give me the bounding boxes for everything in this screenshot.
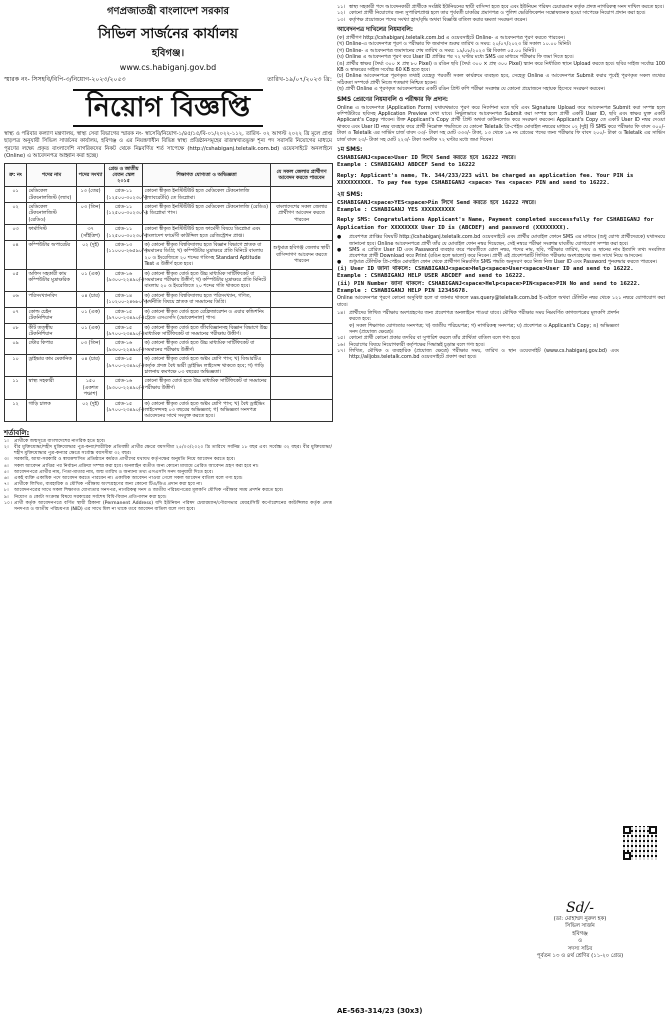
list-item [337, 17, 665, 23]
cell-qualification: ক) কোনো স্বীকৃত বোর্ড হতে অষ্টম শ্রেণি পাস; খ) বিআরটিএ কর্তৃক প্রদত্ত বৈধ ভারী ড্রাইভিং লাইসেন্স থাকতে হবে; গ) গাড়ি চালনায় কমপক্ষে ০৩ বছরের অভিজ্ঞতা। [143, 355, 271, 377]
cell-qualification: ক) কোনো স্বীকৃত বোর্ড হতে উচ্চ মাধ্যমিক সার্টিফিকেট বা সমমানের পরীক্ষায় উত্তীর্ণ। [143, 339, 271, 355]
item-text: নিয়োগের বিষয়ে নিয়োগকারী কর্তৃপক্ষের সিদ্ধান্তই চূড়ান্ত বলে গণ্য হবে। [349, 341, 485, 348]
cell-sl: ১২ [5, 399, 27, 421]
cell-district [271, 355, 333, 377]
cell-grade: গ্রেড-১১ (১২৫০০-৩০২৩০/-) [105, 203, 143, 225]
left-column [4, 4, 332, 513]
recover-pin: (ii) PIN Number জানা থাকলে: CSHABIGANJ<space>Help<space>PIN<space>PIN No and send to 16222. [337, 280, 641, 287]
signatory-note: পূর্বতন ১৩ ও ৪র্থ শ্রেণির (১১-২০ গ্রেড) [536, 953, 624, 960]
sms-paragraph: Online এ আবেদনপত্র (Application Form) যথাযথভাবে পূরণ করে নির্দেশনা মতে ছবি এবং Signature Upload করে আবেদনপত্র Submit করা সম্পন্ন হলে কম্পিউটারে ছবিসহ Application Preview দেখা যাবে। নির্ভুলভাবে আবেদনপত্র Submit করা সম্পন্ন হলে প্রার্থী একটি User ID, ছবি এবং স্বাক্ষর যুক্ত একটি Applicant's Copy পাবেন। উক্ত Applicant's Copy প্রার্থী প্রিন্ট অথবা ডাউনলোড করে সংরক্ষণ করবেন। Applicant's Copy তে একটি User ID নম্বর দেওয়া থাকবে এবং User ID নম্বর ব্যবহার করে প্রার্থী নিম্নোক্ত পদ্ধতিতে যে কোনো Teletalk প্রি-পেইড মোবাইল নম্বরের মাধ্যমে ০২ (দুই) টি SMS করে পরীক্ষার ফি বাবদ ৩০০/- টাকা ও Teletalk এর সার্ভিস চার্জ বাবদ ৩৩/- টাকা সহ মোট ৩৩৩/- টাকা, ১৩ থেকে ১৬ নং গ্রেডের পদের জন্য পরীক্ষার ফি বাবদ ২০০/- টাকা ও Teletalk এর সার্ভিস চার্জ বাবদ ২৩/- টাকা সহ মোট ২২৩/- টাকা অনধিক ৭২ ঘণ্টার মধ্যে জমা দিবেন। [337, 104, 665, 143]
item-text: ক) সকল শিক্ষাগত যোগ্যতার সনদপত্র; খ) জাতীয় পরিচয়পত্র; গ) নাগরিকত্ব সনদপত্র; ঘ) প্রবেশপত্র ও Applicant's Copy; ঙ) অভিজ্ঞতা সনদ (প্রযোজ্য ক্ষেত্রে)। [349, 322, 619, 336]
qr-finder [623, 826, 631, 834]
table-row [5, 187, 333, 203]
cell-count: ০২ (দুই) [77, 399, 105, 421]
col-sl: ক্র: নং [5, 164, 27, 187]
page-title: নিয়োগ বিজ্ঞপ্তি [73, 89, 263, 127]
cell-grade: গ্রেড-১৫ (৯৭০০-২৩৪৯০/-) [106, 324, 145, 337]
item-text: সরকারি, আধা-সরকারি ও স্বায়ত্তশাসিত প্রতিষ্ঠানে কর্মরত প্রার্থীদের যথাযথ কর্তৃপক্ষের অনুমতি নিয়ে আবেদন করতে হবে। [14, 457, 236, 463]
memo-number: স্মারক নং- সিসহবি/বিপি-৩/নিয়োগ-২০২৩/২০৫৩ [4, 76, 126, 83]
signature-block [505, 900, 655, 960]
signature: Sd/- [566, 900, 594, 916]
cell-qualification: কোনো স্বীকৃত ইনস্টিটিউট হতে মেডিকেল টেকনোলজি (ল্যাবরেটরি) তে ডিপ্লোমা। [143, 187, 271, 203]
item-number: ১৩। [337, 16, 346, 23]
sms1-format: CSHABIGANJ<space>User ID লিখে Send করতে হবে 16222 নম্বরে। [337, 154, 516, 161]
apply-point: (খ) Online-এ আবেদনপত্র পূরণ ও পরীক্ষার ফি জমাদান শুরুর তারিখ ও সময়: ২০/০৭/২০২৩ খ্রি সকাল ১০.০০ মিনিট। [337, 41, 572, 48]
cell-post: কম্পিউটার অপারেটর [27, 241, 77, 270]
website: www.cs.habiganj.gov.bd [119, 63, 217, 72]
signatory-role: ও [578, 938, 582, 945]
cell-sl: ১১ [5, 377, 27, 399]
cell-sl: ০৩ [5, 225, 27, 241]
signatory-name: (ডা: মোহাম্মদ নুরুল হক) [553, 916, 607, 922]
cell-grade: গ্রেড-১১ (১২৫০০-৩০২৩০/-) [106, 188, 148, 201]
item-number: ১২। [337, 10, 346, 17]
cell-district: শুধুমাত্র হবিগঞ্জ জেলার স্থায়ী বাসিন্দাগণ আবেদন করতে পারবেন [271, 241, 333, 270]
table-header-row [5, 164, 333, 187]
cell-post: স্বাস্থ্য সহকারী [27, 377, 77, 399]
item-text: কর্তৃপক্ষ প্রয়োজনে পদের সংখ্যা হ্রাস/বৃদ্ধি অথবা বিজ্ঞপ্তি বাতিল করার ক্ষমতা সংরক্ষণ করেন। [349, 16, 528, 23]
cell-count: ০৩ (তিন) [77, 203, 105, 225]
item-number: ১৪। [337, 310, 346, 317]
cell-count: ০৩ (তিন) [77, 339, 105, 355]
cell-count: ০১ (এক) [77, 269, 105, 291]
col-qualification: শিক্ষাগত যোগ্যতা ও অভিজ্ঞতা [143, 164, 271, 187]
item-text: লিখিত, মৌখিক ও ব্যবহারিক (প্রযোজ্য ক্ষেত্রে) পরীক্ষার সময়, তারিখ ও স্থান ওয়েবসাইট (www.cs.habiganj.gov.bd) এবং http://alljobs.teletalk.com.bd ওয়েবসাইটে প্রকাশ করা হবে। [349, 347, 619, 361]
item-text: প্রার্থীকে জন্মসূত্রে বাংলাদেশের নাগরিক হতে হবে। [14, 438, 106, 444]
sms2-label: ২য় SMS: [337, 191, 363, 198]
final-list [337, 310, 619, 360]
cell-qualification: কোনো স্বীকৃত বোর্ড হতে উচ্চ মাধ্যমিক সার্টিফিকেট বা সমমানের পরীক্ষায় উত্তীর্ণ। [143, 377, 271, 399]
cell-district [271, 339, 333, 355]
cell-count: ০১ (এক) [77, 323, 105, 339]
item-text: স্বাস্থ্য সহকারী পদে আবেদনকারী প্রার্থীকে সংশ্লিষ্ট ইউনিয়নের স্থায়ী বাসিন্দা হতে হবে এবং ইউনিয়ন পরিষদ চেয়ারম্যান কর্তৃক প্রদত্ত নাগরিকত্ব সনদ দাখিল করতে হবে। [349, 4, 664, 10]
cell-sl: ০১ [5, 187, 27, 203]
right-list [337, 4, 665, 23]
cell-sl: ০৫ [5, 269, 27, 291]
list-item [337, 247, 665, 260]
cell-sl: ১০ [5, 355, 27, 377]
cell-sl: ০৯ [5, 339, 27, 355]
cell-count: ১৫০ (একশত পঞ্চাশ) [77, 377, 105, 399]
cell-qualification: ক) কোনো স্বীকৃত বোর্ড হতে উচ্চ মাধ্যমিক সার্টিফিকেট বা সমমানের পরীক্ষায় উত্তীর্ণ; খ) কম্পিউটার মুদ্রাক্ষরে প্রতি মিনিটে বাংলায় ২০ ও ইংরেজিতে ২০ শব্দের গতি থাকতে হবে। [143, 269, 271, 291]
signatory-designation: সিভিল সার্জন [565, 923, 595, 930]
item-number: ১৬। [337, 341, 346, 348]
cell-post: মেডিকেল টেকনোলজিস্ট (রেডিও) [27, 203, 77, 225]
list-item [337, 323, 619, 336]
memo-date: তারিখ-১৯/০৭/২০২৩ খ্রি: [267, 76, 332, 83]
table-row [5, 323, 333, 339]
sms2-example: Example : CSHABIGANJ YES XXXXXXXXXX [337, 207, 455, 214]
apply-point: (ক) প্রার্থীগণ http://cshabiganj.teletalk.com.bd এ ওয়েবসাইটে Online- এ আবেদনপত্র পূরণ করতে পারবেন। [337, 34, 565, 41]
signatory-committee: সদস্য সচিব [567, 945, 593, 952]
cell-qualification: ক) কোনো স্বীকৃত বিশ্ববিদ্যালয় হতে বিজ্ঞান বিভাগে স্নাতক বা সমমানের ডিগ্রি; খ) কম্পিউটার মুদ্রাক্ষরে প্রতি মিনিটে বাংলায় ২০ ও ইংরেজিতে ২০ শব্দের গতিসহ Standard Aptitude Test এ উত্তীর্ণ হতে হবে। [143, 241, 271, 270]
cell-count: ০১ (এক) [77, 307, 105, 323]
item-text: শুধুমাত্র টেলিটক প্রি-পেইড মোবাইল ফোন থেকে প্রার্থীগণ নিম্নবর্ণিত SMS পদ্ধতি অনুসরণ করে নিজ নিজ User ID এবং Password পুনরুদ্ধার করতে পারবেন। [349, 259, 658, 266]
district-name: হবিগঞ্জ। [151, 48, 185, 59]
qr-finder [649, 826, 657, 834]
apply-point: (ঙ) প্রার্থীর স্বাক্ষর (দৈর্ঘ্য ৩০০ × প্রস্থ ৮০ Pixel) ও রঙিন ছবি (দৈর্ঘ্য ৩০০ × প্রস্থ ৩০০ Pixel) স্ক্যান করে নির্ধারিত স্থানে Upload করতে হবে। ছবির সাইজ সর্বোচ্চ 100 KB ও স্বাক্ষরের সাইজ সর্বোচ্চ 60 KB হতে হবে। [337, 60, 665, 73]
cell-sl: ০৬ [5, 291, 27, 307]
cell-district [271, 187, 333, 203]
table-row [5, 241, 333, 270]
item-text: আবেদনপত্রে প্রার্থীর নাম, পিতা-মাতার নাম, জন্ম তারিখ ও অন্যান্য তথ্য এসএসসি সনদ অনুযায়ী দিতে হবে। [14, 469, 214, 475]
cell-post: স্টোর কিপার [27, 339, 77, 355]
item-text: SMS এ প্রেরিত User ID এবং Password ব্যবহার করে পরবর্তীতে রোল নম্বর, পদের নাম, ছবি, পরীক্ষার তারিখ, সময় ও স্থানের নাম ইত্যাদি তথ্য সংবলিত প্রবেশপত্র প্রার্থী Download করে Print (রঙিন হলে ভালো) করে নিবেন। প্রার্থী এই প্রবেশপত্রটি লিখিত পরীক্ষায় অংশগ্রহণের জন্য সাথে নিয়ে আসবেন। [349, 246, 665, 260]
item-number: ১। [4, 438, 9, 444]
item-text: একই ব্যক্তি একাধিক পদে আবেদন করতে পারবেন না। একাধিক আবেদন পাওয়া গেলে সকল আবেদন বাতিল বলে গণ্য হবে। [14, 476, 243, 481]
right-column [337, 4, 665, 361]
apply-point: (ঘ) Online এ আবেদনপত্র পূরণ করে User ID প্রাপ্তির পর ৭২ ঘণ্টার মধ্যে SMS এর মাধ্যমে পরীক্ষার ফি জমা দিতে হবে। [337, 54, 574, 61]
table-row [5, 377, 333, 399]
item-text: কোনো প্রার্থী কোনো প্রকার তদবির বা সুপারিশ করলে তাঁর প্রার্থিতা বাতিল বলে গণ্য হবে। [349, 335, 521, 342]
cell-count: ০২ (দুই) [77, 241, 105, 270]
cell-post: পরিসংখ্যানবিদ [27, 291, 77, 307]
cell-count: ০৪ (চার) [77, 291, 105, 307]
item-number: ২। [4, 444, 9, 450]
cell-sl: ০৮ [5, 323, 27, 339]
item-number [337, 323, 349, 336]
cell-post: কীট তত্ত্বীয় টেকনিশিয়ান [27, 323, 77, 339]
list-item [337, 259, 665, 265]
cell-sl: ০২ [5, 203, 27, 225]
cell-district [271, 225, 333, 241]
apply-point: (ছ) প্রার্থী Online এ পূরণকৃত আবেদনপত্রের একটি রঙিন প্রিন্ট কপি পরীক্ষা সংক্রান্ত যে কোনো প্রয়োজনে সহায়ক হিসেবে সংরক্ষণ করবেন। [337, 86, 606, 93]
recover-userid-example: Example : CSHABIGANJ HELP USER ABCDEF and send to 16222. [337, 273, 526, 280]
cell-post: অফিস সহকারী কাম কম্পিউটার মুদ্রাক্ষরিক [27, 269, 77, 291]
table-row [5, 355, 333, 377]
cell-post: ড্রাইভার কাম মেকানিক [27, 355, 77, 377]
list-item [4, 501, 332, 513]
cell-grade: গ্রেড-১৫ (৯৭০০-২৩৪৯০/-) [105, 355, 143, 377]
item-number: ১৭। [337, 347, 346, 354]
cell-qualification: ক) কোনো স্বীকৃত বোর্ড হতে রেফ্রিজারেশন ও এয়ার কন্ডিশনিং ট্রেডে এসএসসি (ভোকেশনাল) পাস। [143, 307, 271, 323]
table-row [5, 307, 333, 323]
cell-district [271, 377, 333, 399]
cell-district [271, 307, 333, 323]
recover-userid: (i) User ID জানা থাকলে: CSHABIGANJ<space>Help<space>User<space>User ID and send to 16222. [337, 265, 634, 272]
cell-grade: গ্রেড-১৪ (১০২০০-২৪৬৮০/-) [106, 292, 148, 306]
cell-grade: গ্রেড-১৩ (১১০০০-২৬৫৯০/-) [105, 241, 143, 270]
recover-pin-example: Example : CSHABIGANJ HELP PIN 12345678. [337, 287, 469, 294]
apply-point: (গ) Online- এ আবেদনপত্র জমাদানের শেষ তারিখ ও সময়: ১৯/০৮/২০২৩ খ্রি বিকাল ০৫.০০ মিনিট। [337, 47, 536, 54]
apply-point: (চ) Online আবেদনপত্রে পূরণকৃত তথ্যই যেহেতু পরবর্তী সকল কার্যক্রমে ব্যবহৃত হবে, সেহেতু Online এ আবেদনপত্র Submit করার পূর্বেই পূরণকৃত সকল তথ্যের সঠিকতা সম্পর্কে প্রার্থী নিজে শতভাগ নিশ্চিত হবেন। [337, 73, 665, 86]
cell-sl: ০৪ [5, 241, 27, 270]
cell-grade: গ্রেড-১৬ (৯৩০০-২২৪৯০/-) [105, 377, 143, 399]
reply2-text: Reply SMS: Congratulations Applicant's Name, Payment completed successfully for CSHABIGANJ for Application for XXXXXXXX User ID is (ABCDEF) and password (XXXXXXXX). [337, 217, 654, 231]
table-row [5, 291, 333, 307]
col-count: পদের সংখ্যা [77, 164, 105, 187]
list-item [4, 445, 332, 457]
qr-finder [623, 852, 631, 860]
table-row [5, 203, 333, 225]
cell-post: ফার্মাসিস্ট [27, 225, 77, 241]
table-row [5, 399, 333, 421]
item-number: ৮। [4, 488, 9, 494]
bullet: ● [337, 246, 342, 253]
header [4, 4, 332, 72]
cell-qualification: কোনো স্বীকৃত ইনস্টিটিউট হতে ফার্মেসী বিষয়ে ডিপ্লোমা এবং বাংলাদেশ ফার্মেসী কাউন্সিল হতে রেজিস্ট্রেশন প্রাপ্ত। [143, 225, 271, 241]
cell-sl: ০৭ [5, 307, 27, 323]
item-number: ৪। [4, 463, 9, 469]
footer-code: AE-563-314/23 (30x3) [337, 1007, 423, 1015]
signatory-place: হবিগঞ্জ [572, 930, 588, 937]
sms1-example: Example : CSHABIGANJ ABDCEF Send to 16222 [337, 162, 476, 169]
bullet: ● [337, 259, 342, 266]
bullet: ● [337, 234, 342, 241]
item-text: প্রার্থী কর্তৃক আবেদনপত্রে বর্ণিত স্থায়ী ঠিকানা (Permanent Address) যদি ইউনিয়ন পরিষদ চেয়ারম্যান/পৌরসভার মেয়র/সিটি কর্পোরেশনের কাউন্সিলর কর্তৃক প্রদত্ত সনদপত্র ও জাতীয় পরিচয়পত্র (NID) এর সাথে মিল না থাকে তবে আবেদন বাতিল বলে গণ্য হবে। [14, 500, 332, 513]
cell-post: গাড়ি চালক [27, 399, 77, 421]
cell-district [271, 291, 333, 307]
cell-qualification: কোনো স্বীকৃত ইনস্টিটিউট হতে মেডিকেল টেকনোলজি (রেডিও) এ ডিপ্লোমা পাস। [143, 203, 271, 225]
item-text: আবেদনপত্রের সাথে সকল শিক্ষাগত যোগ্যতার সনদপত্র, নাগরিকত্ব সনদ ও জাতীয় পরিচয়পত্রের মূলকপি মৌখিক পরীক্ষার সময় প্রদর্শন করতে হবে। [14, 488, 284, 494]
item-text: প্রবেশপত্র প্রাপ্তির বিষয়টি http://cshabiganj.teletalk.com.bd ওয়েবসাইটে এবং প্রার্থীর মোবাইল ফোনে SMS এর মাধ্যমে (শুধু যোগ্য প্রার্থীদেরকে) যথাসময়ে জানানো হবে। Online আবেদনপত্রে প্রার্থী তাঁর যে মোবাইল ফোন নম্বর দিয়েছেন, সেই নম্বরে পরীক্ষা সংক্রান্ত যাবতীয় যোগাযোগ সম্পন্ন করা হবে। [349, 234, 665, 247]
cell-count: ০৪ (চার) [77, 355, 105, 377]
item-text: সকল আবেদন প্রাপ্তির পর নির্বাচন প্রক্রিয়া সম্পন্ন করা হবে। অনলাইন ব্যতীত অন্য কোনো মাধ্যমে প্রেরিত আবেদন গ্রহণ করা হবে না। [14, 463, 259, 469]
cell-qualification: ক) কোনো স্বীকৃত বোর্ড হতে জীববিজ্ঞানসহ বিজ্ঞান বিভাগে উচ্চ মাধ্যমিক সার্টিফিকেট বা সমমানের পরীক্ষায় উত্তীর্ণ। [143, 323, 271, 339]
posts-table [4, 163, 333, 422]
cell-grade: গ্রেড-১৬ (৯৩০০-২২৪৯০/-) [105, 269, 143, 291]
col-post: পদের নাম [27, 164, 77, 187]
cell-grade: গ্রেড-১৫ (৯৭০০-২৩৪৯০/-) [106, 308, 145, 322]
cell-grade: গ্রেড-১৫ (৯৭০০-২৩৪৯০/-) [105, 399, 143, 421]
item-number: ৭। [4, 482, 9, 488]
conditions-list [4, 439, 332, 513]
intro-paragraph: স্বাস্থ্য ও পরিবার কল্যাণ মন্ত্রণালয়, স্বাস্থ্য সেবা বিভাগের স্মারক নং- স্বাসেবি/নিয়োগ-১/৪৫/১৫/বি-০১/২০২২-১১২, তারিখ- ০২ আগস্ট ২০২২ খ্রি মূলে প্রাপ্ত ছাড়পত্র অনুযায়ী সিভিল সার্জনের কার্যালয়, হবিগঞ্জ ও এর নিয়ন্ত্রণাধীন বিভিন্ন স্বাস্থ্য প্রতিষ্ঠানসমূহের রাজস্বখাতভুক্ত শূন্য পদ সরাসরি নিয়োগের মাধ্যমে পূরণের লক্ষ্যে প্রকৃত বাংলাদেশি নাগরিকদের নিকট থেকে নিম্নবর্ণিত শর্ত সাপেক্ষে (http://cshabiganj.teletalk.com.bd) ওয়েবসাইটে অনলাইনে (Online) এ আবেদনপত্র আহ্বান করা হচ্ছে। [4, 131, 332, 159]
table-row [5, 269, 333, 291]
item-number: ১০। [4, 500, 12, 506]
cell-count: ১৩ (তের) [77, 187, 105, 203]
item-number: ১১। [337, 4, 346, 10]
item-number: ১৫। [337, 335, 346, 342]
cell-qualification: ক) কোনো স্বীকৃত বোর্ড হতে অষ্টম শ্রেণি পাস; খ) বৈধ ড্রাইভিং লাইসেন্সসহ ০৩ বছরের অভিজ্ঞতা; গ) অভিজ্ঞতা সনদপত্র আবেদনের সাথে সংযুক্ত করতে হবে। [143, 399, 271, 421]
item-text: প্রার্থীদের লিখিত পরীক্ষায় অংশগ্রহণের জন্য প্রবেশপত্র অনলাইনে পাওয়া যাবে। মৌখিক পরীক্ষার সময় নিম্নবর্ণিত কাগজপত্রের মূলকপি প্রদর্শন করতে হবে: [349, 310, 619, 323]
apply-title: আবেদনপত্র দাখিলের নিয়মাবলি: [337, 26, 414, 33]
cell-grade: গ্রেড-১১ (১২৫০০-৩০২৩০/-) [106, 226, 148, 239]
cell-post: মেডিকেল টেকনোলজিস্ট (ল্যাব) [27, 187, 77, 203]
cell-district [271, 269, 333, 291]
after-sms-list [337, 234, 665, 265]
list-item [337, 348, 619, 361]
cell-district [271, 399, 333, 421]
item-number: ৫। [4, 469, 9, 475]
cell-district: বাংলাদেশের সকল জেলার প্রার্থীগণ আবেদন করতে পারবেন [271, 203, 333, 225]
sms2-format: CSHABIGANJ<space>YES<space>Pin লিখে Send করতে হবে 16222 নম্বরে। [337, 199, 536, 206]
col-district: যে সকল জেলার প্রার্থীগণ আবেদন করতে পারবেন [271, 164, 333, 187]
item-number: ৯। [4, 494, 9, 500]
reply1-text: Reply: Applicant's name, Tk. 344/233/223 will be charged as application fee. Your PIN is XXXXXXXXXX. To pay fee type CSHABIGANJ <space> Yes <space> PIN and send to 16222. [337, 172, 634, 187]
sms-title: SMS প্রেরণের নিয়মাবলি ও পরীক্ষার ফি প্রদান: [337, 96, 449, 103]
item-number: ৬। [4, 476, 9, 481]
qr-code-icon [623, 826, 657, 860]
item-text: নিয়োগ ও কোটা সংক্রান্ত বিষয়ে সরকারের সর্বশেষ বিধি-বিধান প্রতিপালন করা হবে। [14, 494, 167, 500]
cell-district [271, 323, 333, 339]
cell-count: ৩৭ (সাঁইত্রিশ) [77, 225, 105, 241]
govt-name: গণপ্রজাতন্ত্রী বাংলাদেশ সরকার [107, 6, 229, 17]
office-name: সিভিল সার্জনের কার্যালয় [97, 26, 239, 42]
list-item [337, 234, 665, 247]
cell-grade: গ্রেড-১৬ (৯৩০০-২২৪৯০/-) [106, 340, 145, 353]
table-row [5, 339, 333, 355]
item-number: ৩। [4, 457, 9, 463]
cell-post: কোল্ড চেইন টেকনিশিয়ান [27, 307, 77, 323]
cell-qualification: ক) কোনো স্বীকৃত বিশ্ববিদ্যালয় হতে পরিসংখ্যান, গণিত, অর্থনীতি বিষয়ে স্নাতক বা সমমানের ডিগ্রি। [143, 291, 271, 307]
sms1-label: ১ম SMS: [337, 146, 363, 153]
conditions-title: শর্তাবলি: [4, 428, 30, 437]
item-text: কোনো প্রার্থী নিয়োগের জন্য সুপারিশপ্রাপ্ত হলে তার পূর্ববর্তী চাকরির প্রমাণপত্র ও পুলিশ ভেরিফিকেশন সন্তোষজনক হওয়া সাপেক্ষে নিয়োগ প্রদান করা হবে। [349, 10, 646, 17]
item-text: বীর মুক্তিযোদ্ধা/শহীদ মুক্তিযোদ্ধার পুত্র-কন্যা/শারীরিক প্রতিবন্ধী প্রার্থীর ক্ষেত্রে বয়সসীমা ২৫/০৩/২০২০ খ্রি তারিখে সর্বনিম্ন ১৮ বছর এবং সর্বোচ্চ ৩২ বছর। বীর মুক্তিযোদ্ধা/শহীদ মুক্তিযোদ্ধার পুত্র-কন্যার ক্ষেত্রে সর্বোচ্চ বয়সসীমা ৩২ বছর। [14, 444, 332, 457]
item-text: প্রার্থীকে লিখিত, ব্যবহারিক ও মৌখিক পরীক্ষায় অংশগ্রহণের জন্য কোনো টিএ/ডিএ প্রদান করা হবে না। [14, 482, 203, 488]
memo-line [4, 74, 332, 85]
list-item [337, 310, 619, 323]
col-grade: গ্রেড ও জাতীয় বেতন স্কেল ২০১৫ [105, 164, 143, 187]
help-line: Online আবেদনপত্র পূরণে কোনো অসুবিধা হলে বা জানার থাকলে vas.query@teletalk.com.bd ই-মেইলে অথবা টেলিটক নম্বর থেকে ১২১ নম্বরে যোগাযোগ করা যাবে। [337, 295, 665, 308]
table-row [5, 225, 333, 241]
